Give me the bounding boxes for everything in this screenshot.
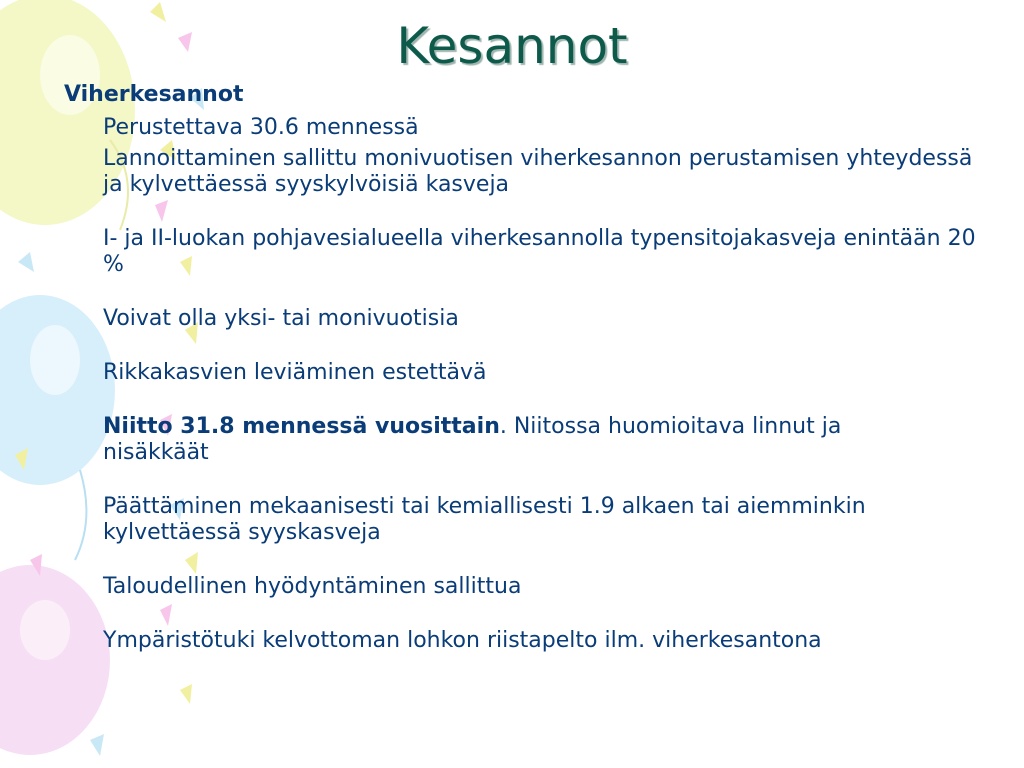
blue-balloon-icon bbox=[0, 295, 115, 560]
section-heading: Viherkesannot bbox=[64, 82, 244, 107]
list-item: Ympäristötuki kelvottoman lohkon riistapelto ilm. viherkesantona bbox=[103, 628, 822, 653]
pink-balloon-icon bbox=[0, 565, 110, 755]
niitto-bold-text: Niitto 31.8 mennessä vuosittain bbox=[103, 414, 500, 439]
list-item-niitto bbox=[103, 414, 983, 466]
list-item: Päättäminen mekaanisesti tai kemiallisesti 1.9 alkaen tai aiemminkin kylvettäessä syyskasveja bbox=[103, 494, 866, 545]
list-item: Voivat olla yksi- tai monivuotisia bbox=[103, 306, 459, 331]
bullet-list bbox=[103, 115, 983, 654]
list-item: Taloudellinen hyödyntäminen sallittua bbox=[103, 574, 522, 599]
list-item: Lannoittaminen sallittu monivuotisen viherkesannon perustamisen yhteydessä ja kylvettäessä syyskylvöisiä kasveja bbox=[103, 146, 973, 197]
list-item: Perustettava 30.6 mennessä bbox=[103, 115, 419, 140]
slide-title: Kesannot bbox=[396, 17, 628, 75]
niitto-line3-text: nisäkkäät bbox=[103, 440, 209, 465]
niitto-rest-text: . Niitossa huomioitava linnut ja bbox=[499, 414, 842, 439]
list-item: I- ja II-luokan pohjavesialueella viherkesannolla typensitojakasveja enintään 20 % bbox=[103, 226, 976, 277]
list-item: Rikkakasvien leviäminen estettävä bbox=[103, 360, 487, 385]
